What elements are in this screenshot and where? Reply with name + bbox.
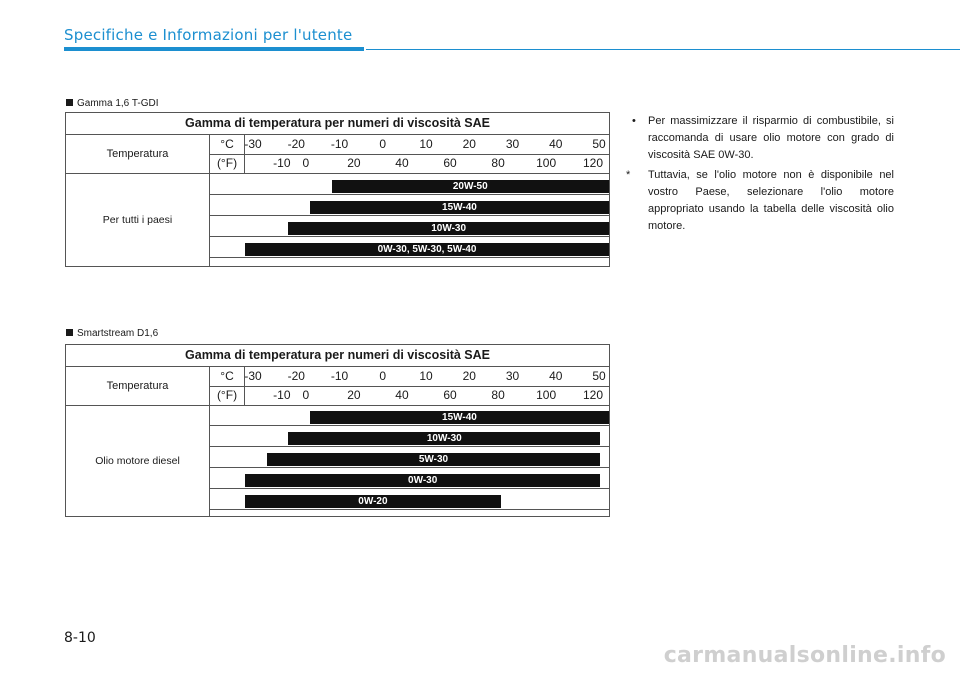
tick-label-fahrenheit: 20 — [347, 156, 361, 170]
sae-viscosity-table-diesel — [65, 344, 610, 517]
section-label-diesel — [66, 328, 158, 339]
viscosity-bar: 15W-40 — [310, 201, 609, 214]
watermark: carmanualsonline.info — [663, 643, 946, 668]
row-label — [66, 174, 210, 266]
tick-label-celsius: 10 — [419, 137, 433, 151]
header-rule-thick — [64, 47, 364, 51]
tick-label-fahrenheit: 40 — [395, 388, 409, 402]
table-title: Gamma di temperatura per numeri di viscosità SAE — [66, 113, 609, 135]
header-rule-thin — [366, 49, 960, 50]
table-body — [66, 174, 609, 266]
unit-celsius: °C — [210, 135, 245, 155]
scale-divider — [245, 154, 609, 155]
viscosity-bar: 20W-50 — [332, 180, 610, 193]
table-body — [66, 406, 609, 516]
tick-label-fahrenheit: 60 — [443, 388, 457, 402]
notes — [624, 113, 894, 238]
unit-fahrenheit: (°F) — [210, 154, 245, 173]
section-label-text: Smartstream D1,6 — [77, 328, 159, 339]
tick-label-celsius: 30 — [505, 369, 520, 383]
tick-label-fahrenheit: 120 — [582, 388, 604, 402]
tick-label-celsius: 50 — [592, 369, 606, 383]
tick-label-fahrenheit: 80 — [491, 156, 505, 170]
bar-baseline — [209, 425, 609, 426]
temperature-scale — [66, 135, 609, 174]
viscosity-bar: 0W-30, 5W-30, 5W-40 — [245, 243, 609, 256]
viscosity-bar: 10W-30 — [288, 432, 600, 445]
tick-label-fahrenheit: 100 — [536, 156, 557, 170]
row-label-text: Olio motore diesel — [95, 455, 180, 467]
bar-baseline — [209, 488, 609, 489]
square-bullet-icon — [66, 329, 73, 336]
bar-baseline — [209, 194, 609, 195]
tick-label-celsius: -30 — [244, 137, 262, 151]
bar-baseline — [209, 446, 609, 447]
asterisk-icon: * — [626, 169, 631, 181]
page-number: 8-10 — [64, 630, 96, 646]
tick-label-celsius: 40 — [549, 369, 563, 383]
viscosity-bar: 5W-30 — [267, 453, 601, 466]
note-bullet — [624, 113, 894, 164]
tick-label-fahrenheit: 120 — [582, 156, 604, 170]
tick-label-celsius: -20 — [287, 369, 305, 383]
tick-label-celsius: -30 — [244, 369, 262, 383]
temperature-scale — [66, 367, 609, 406]
row-label — [66, 406, 210, 516]
tick-label-celsius: 30 — [505, 137, 520, 151]
unit-celsius: °C — [210, 367, 245, 387]
square-bullet-icon — [66, 99, 73, 106]
bar-baseline — [209, 467, 609, 468]
tick-label-celsius: 10 — [419, 369, 433, 383]
bar-baseline — [209, 215, 609, 216]
tick-label-celsius: -10 — [330, 369, 349, 383]
note-asterisk — [624, 167, 894, 235]
tick-label-celsius: 40 — [549, 137, 563, 151]
bullet-icon: • — [632, 115, 636, 127]
note-text: Tuttavia, se l'olio motore non è disponibile nel vostro Paese, selezionare l'olio motore appropriato usando la tabella delle viscosità olio motore. — [648, 169, 894, 232]
bar-baseline — [209, 236, 609, 237]
tick-label-celsius: 20 — [462, 137, 476, 151]
tick-label-celsius: 0 — [379, 369, 387, 383]
sae-viscosity-table-gdi — [65, 112, 610, 267]
tick-label-fahrenheit: -10 — [273, 388, 291, 402]
tick-label-fahrenheit: 60 — [443, 156, 457, 170]
temperature-label: Temperatura — [66, 135, 210, 173]
tick-label-fahrenheit: -10 — [273, 156, 291, 170]
viscosity-bar: 15W-40 — [310, 411, 609, 424]
bar-baseline — [209, 509, 609, 510]
tick-label-celsius: 20 — [462, 369, 476, 383]
viscosity-bar: 10W-30 — [288, 222, 609, 235]
tick-label-celsius: 0 — [379, 137, 387, 151]
tick-label-celsius: -10 — [330, 137, 349, 151]
tick-label-fahrenheit: 0 — [302, 388, 310, 402]
tick-label-fahrenheit: 40 — [395, 156, 409, 170]
row-label-text: Per tutti i paesi — [102, 214, 173, 226]
table-title: Gamma di temperatura per numeri di viscosità SAE — [66, 345, 609, 367]
temperature-label: Temperatura — [66, 367, 210, 405]
note-text: Per massimizzare il risparmio di combustibile, si raccomanda di usare olio motore con grado di viscosità SAE 0W-30. — [648, 115, 894, 161]
tick-label-fahrenheit: 80 — [491, 388, 505, 402]
tick-label-celsius: 50 — [592, 137, 606, 151]
tick-label-celsius: -20 — [287, 137, 305, 151]
section-label-text: Gamma 1,6 T-GDI — [77, 98, 159, 109]
bar-baseline — [209, 257, 609, 258]
unit-fahrenheit: (°F) — [210, 386, 245, 405]
scale-divider — [245, 386, 609, 387]
tick-label-fahrenheit: 0 — [302, 156, 310, 170]
tick-label-fahrenheit: 20 — [347, 388, 361, 402]
viscosity-bar: 0W-20 — [245, 495, 501, 508]
viscosity-bar: 0W-30 — [245, 474, 600, 487]
section-label-gdi — [66, 98, 159, 109]
page-section-title: Specifiche e Informazioni per l'utente — [64, 26, 353, 44]
tick-label-fahrenheit: 100 — [536, 388, 557, 402]
